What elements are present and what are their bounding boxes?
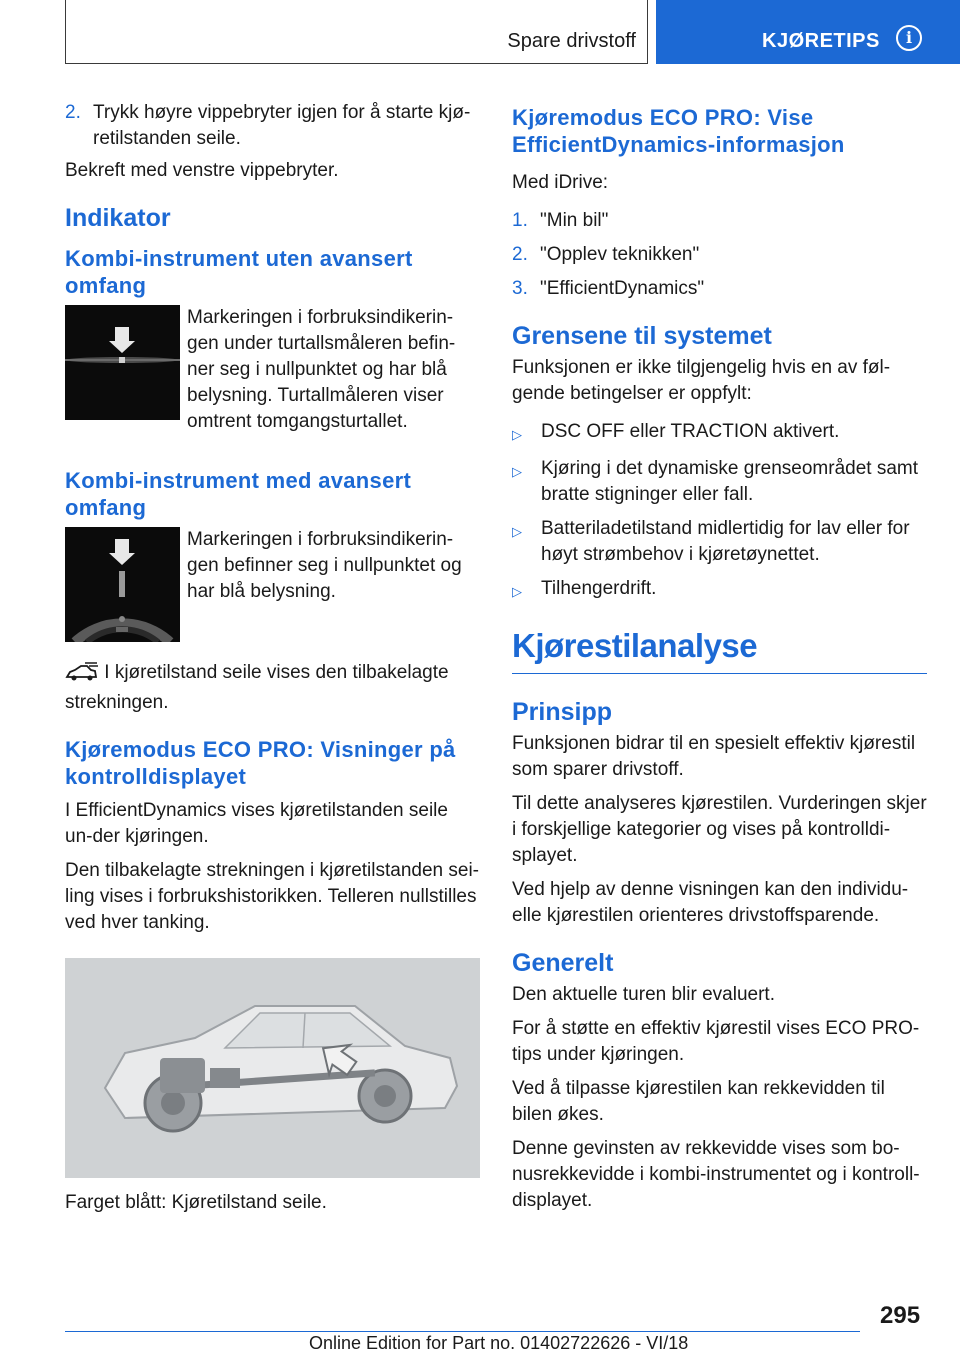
heading-eco-vise: Kjøremodus ECO PRO: Vise EfficientDynamics-informasjon	[512, 105, 845, 157]
step-number: 3.	[512, 278, 528, 299]
seile-paragraph	[65, 660, 480, 716]
generelt-paragraph-3: Ved å tilpasse kjørestilen kan rekkevidden til bilen økes.	[512, 1078, 885, 1125]
tachometer-basic-image	[65, 305, 180, 420]
section-divider	[512, 673, 927, 674]
kombi-uten-text: Markeringen i forbruksindikerin-gen under turtallsmåleren befin-ner seg i nullpunktet og har blå belysning. Turtallmåleren viser omtrent tomgangsturtallet.	[187, 307, 456, 432]
right-column	[512, 100, 927, 1222]
bullet-triangle-icon: ▷	[512, 427, 522, 442]
step-number: 1.	[512, 210, 528, 231]
condition-item	[512, 419, 927, 448]
footer-edition: Online Edition for Part no. 01402722626 - VI/18	[309, 1333, 689, 1353]
footer-divider	[65, 1331, 860, 1332]
step-text: Trykk høyre vippebryter igjen for å starte kjø-retilstanden seile.	[93, 102, 471, 149]
kombi-med-text: Markeringen i forbruksindikerin-gen befinner seg i nullpunktet og har blå belysning.	[187, 529, 462, 602]
generelt-paragraph-2: For å støtte en effektiv kjørestil vises ECO PRO-tips under kjøringen.	[512, 1018, 920, 1065]
heading-generelt: Generelt	[512, 949, 614, 977]
left-column	[65, 100, 480, 1224]
condition-item	[512, 516, 927, 568]
step-number: 2.	[512, 244, 528, 265]
idrive-step	[512, 242, 927, 268]
heading-prinsipp: Prinsipp	[512, 698, 613, 726]
seile-text: I kjøretilstand seile vises den tilbakelagte strekningen.	[65, 662, 449, 713]
conditions-list	[512, 419, 927, 605]
bullet-triangle-icon: ▷	[512, 524, 522, 539]
grensene-intro: Funksjonen er ikke tilgjengelig hvis en av føl-gende betingelser er oppfylt:	[512, 357, 891, 404]
step-text: "Opplev teknikken"	[540, 244, 700, 265]
idrive-step	[512, 208, 927, 234]
figure-caption: Farget blått: Kjøretilstand seile.	[65, 1192, 327, 1213]
condition-text: Tilhengerdrift.	[541, 578, 657, 599]
condition-text: Kjøring i det dynamiske grenseområdet samt bratte stigninger eller fall.	[541, 458, 918, 505]
step-2	[65, 100, 480, 152]
car-coasting-icon	[65, 662, 99, 690]
eco-paragraph-1: I EfficientDynamics vises kjøretilstanden seile un-der kjøringen.	[65, 800, 448, 847]
condition-item	[512, 456, 927, 508]
idrive-step	[512, 276, 927, 302]
header-section-title: Spare drivstoff	[507, 30, 636, 52]
header-chapter-tab[interactable]	[656, 0, 960, 64]
condition-item	[512, 576, 927, 605]
header-chapter-label: KJØRETIPS	[762, 30, 880, 52]
tachometer-advanced-image	[65, 527, 180, 642]
generelt-paragraph-4: Denne gevinsten av rekkevidde vises som bo-nusrekkevidde i kombi-instrumentet og i kontroll-displayet.	[512, 1138, 920, 1211]
step-text: "EfficientDynamics"	[540, 278, 705, 299]
step-number: 2.	[65, 102, 81, 123]
prinsipp-paragraph-2: Til dette analyseres kjørestilen. Vurderingen skjer i forskjellige kategorier og vises på kontrolldi-splayet.	[512, 793, 927, 866]
confirm-text: Bekreft med venstre vippebryter.	[65, 160, 339, 181]
figure-kombi-med	[65, 527, 480, 642]
heading-eco-visninger: Kjøremodus ECO PRO: Visninger på kontrolldisplayet	[65, 737, 456, 789]
condition-text: Batteriladetilstand midlertidig for lav eller for høyt strømbehov i kjøretøynettet.	[541, 518, 910, 565]
heading-kjorestilanalyse: Kjørestilanalyse	[512, 627, 758, 664]
idrive-steps	[512, 208, 927, 302]
condition-text: DSC OFF eller TRACTION aktivert.	[541, 421, 840, 442]
idrive-intro: Med iDrive:	[512, 172, 609, 193]
eco-paragraph-2: Den tilbakelagte strekningen i kjøretilstanden sei-ling vises i forbrukshistorikken. Telleren nullstilles ved hver tanking.	[65, 860, 479, 933]
prinsipp-paragraph-3: Ved hjelp av denne visningen kan den individu-elle kjørestilen orienteres drivstoffsparende.	[512, 879, 909, 926]
heading-kombi-med: Kombi-instrument med avansert omfang	[65, 468, 412, 520]
bullet-triangle-icon: ▷	[512, 464, 522, 479]
step-text: "Min bil"	[540, 210, 609, 231]
info-icon[interactable]: i	[896, 25, 922, 51]
car-drivetrain-image	[65, 958, 480, 1178]
figure-kombi-uten	[65, 305, 480, 443]
page-number: 295	[880, 1302, 921, 1329]
heading-kombi-uten: Kombi-instrument uten avansert omfang	[65, 246, 413, 298]
generelt-paragraph-1: Den aktuelle turen blir evaluert.	[512, 984, 775, 1005]
heading-grensene: Grensene til systemet	[512, 322, 772, 350]
prinsipp-paragraph-1: Funksjonen bidrar til en spesielt effektiv kjørestil som sparer drivstoff.	[512, 733, 916, 780]
bullet-triangle-icon: ▷	[512, 584, 522, 599]
heading-indikator: Indikator	[65, 204, 171, 232]
